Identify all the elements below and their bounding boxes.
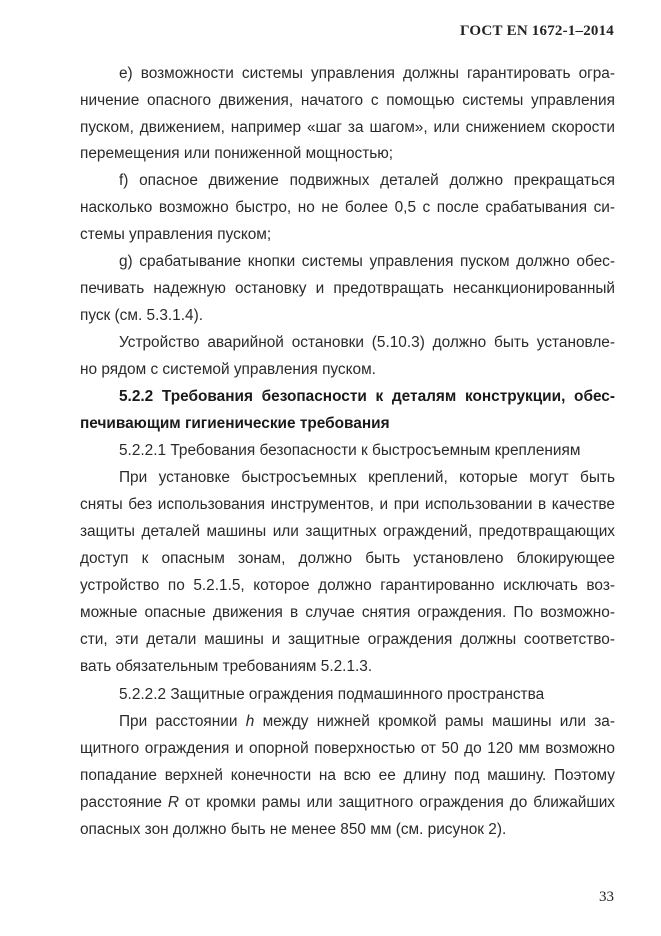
text-line: Устройство аварийной остановки (5.10.3) должно быть установле- — [119, 334, 615, 351]
text-line: но рядом с системой управления пуском. — [80, 361, 376, 378]
text-line: е) возможности системы управления должны гарантировать огра- — [119, 65, 615, 82]
variable-r: R — [167, 794, 179, 811]
text-line: щитного ограждения и опорной поверхностью от 50 до 120 мм возможно — [80, 740, 615, 757]
text-line: опасных зон должно быть не менее 850 мм (см. рисунок 2). — [80, 821, 507, 838]
text-line — [119, 708, 615, 735]
text-line: защиты деталей машины или защитных ограждений, предотвращающих — [80, 523, 615, 540]
text-line: стемы управления пуском; — [80, 226, 272, 243]
text-line: пуск (см. 5.3.1.4). — [80, 307, 203, 324]
subsection-heading: 5.2.2.2 Защитные ограждения подмашинного пространства — [119, 686, 545, 703]
text-segment: между нижней кромкой рамы машины или за- — [254, 713, 615, 730]
text-line: При установке быстросъемных креплений, которые могут быть — [119, 469, 615, 486]
variable-h: h — [245, 713, 255, 730]
text-line: попадание верхней конечности на всю ее длину под машину. Поэтому — [80, 767, 615, 784]
section-heading: 5.2.2 Требования безопасности к деталям конструкции, обес- — [119, 388, 615, 405]
text-line: можные опасные движения в случае снятия ограждения. По возможно- — [80, 604, 615, 621]
document-code-header: ГОСТ EN 1672-1–2014 — [460, 23, 614, 39]
page-number: 33 — [599, 889, 614, 905]
text-line — [80, 789, 615, 816]
text-line: перемещения или пониженной мощностью; — [80, 145, 394, 162]
text-line: сняты без использования инструментов, и при использовании в качестве — [80, 496, 615, 513]
section-heading: печивающим гигиенические требования — [80, 415, 390, 432]
text-line: устройство по 5.2.1.5, которое должно гарантированно исключать воз- — [80, 577, 615, 594]
text-line: сти, эти детали машины и защитные ограждения должны соответство- — [80, 631, 615, 648]
text-line: доступ к опасным зонам, должно быть установлено блокирующее — [80, 550, 615, 567]
text-line: f) опасное движение подвижных деталей должно прекращаться — [119, 172, 615, 189]
subsection-heading: 5.2.2.1 Требования безопасности к быстросъемным креплениям — [119, 442, 581, 459]
text-line: насколько возможно быстро, но не более 0,5 с после срабатывания си- — [80, 199, 615, 216]
text-line: пуском, движением, например «шаг за шагом», или снижением скорости — [80, 119, 615, 136]
text-segment: от кромки рамы или защитного ограждения до ближайших — [178, 794, 615, 811]
text-line: g) срабатывание кнопки системы управления пуском должно обес- — [119, 253, 615, 270]
text-line: ничение опасного движения, начатого с помощью системы управления — [80, 92, 615, 109]
text-line: печивать надежную остановку и предотвращать несанкционированный — [80, 280, 615, 297]
text-line: вать обязательным требованиям 5.2.1.3. — [80, 658, 373, 675]
text-segment: При расстоянии — [119, 713, 246, 730]
text-segment: расстояние — [80, 794, 168, 811]
